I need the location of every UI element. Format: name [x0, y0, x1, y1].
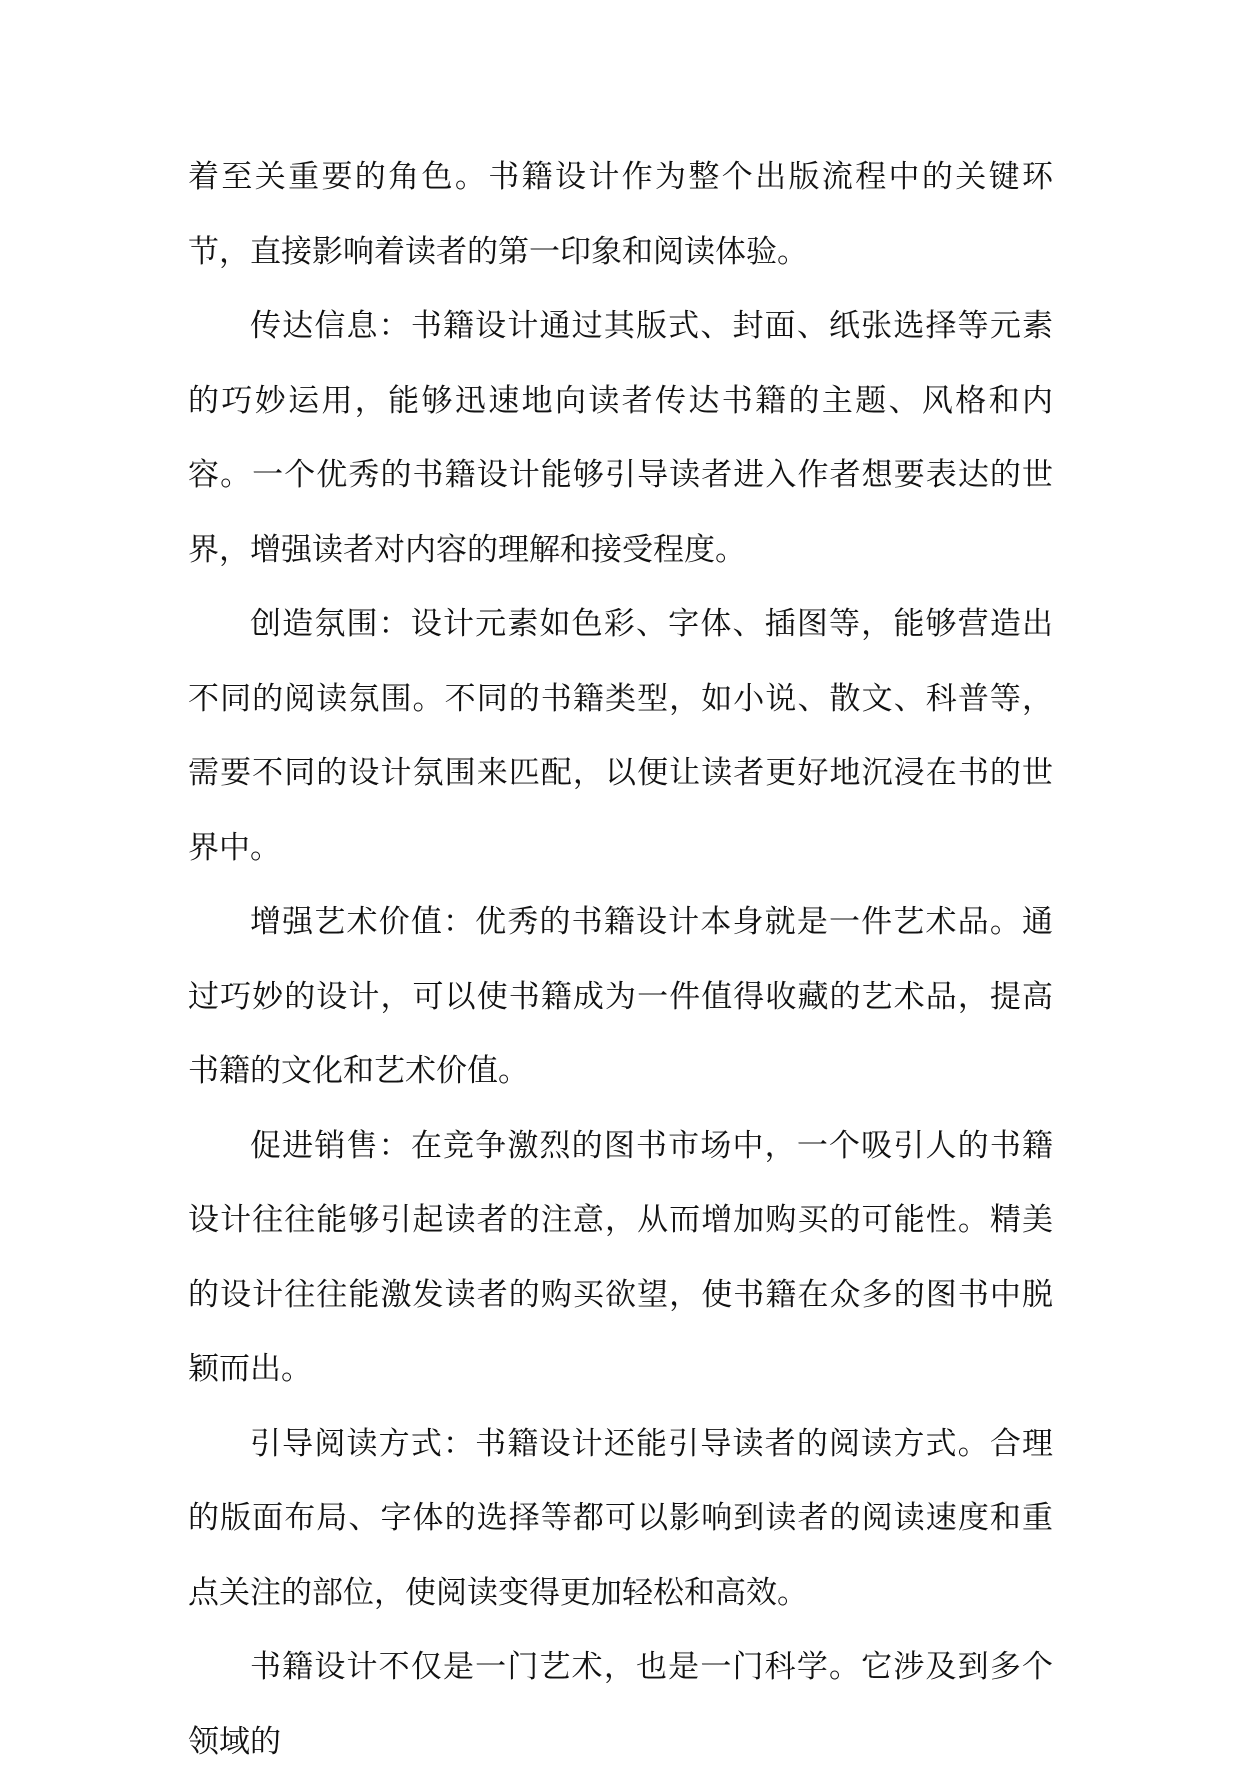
paragraph-promote-sales: 促进销售：在竞争激烈的图书市场中，一个吸引人的书籍设计往往能够引起读者的注意，从而增加购买的可能性。精美的设计往往能激发读者的购买欲望，使书籍在众多的图书中脱颖而出。: [188, 1127, 1053, 1387]
paragraph-artistic-value: 增强艺术价值：优秀的书籍设计本身就是一件艺术品。通过巧妙的设计，可以使书籍成为一件值得收藏的艺术品，提高书籍的文化和艺术价值。: [188, 904, 1053, 1089]
paragraph-art-and-science: 书籍设计不仅是一门艺术，也是一门科学。它涉及到多个领域的: [188, 1649, 1053, 1760]
document-body: [188, 140, 1053, 1779]
paragraph-continuation: 着至关重要的角色。书籍设计作为整个出版流程中的关键环节，直接影响着读者的第一印象和阅读体验。: [188, 159, 1053, 270]
paragraph-create-atmosphere: 创造氛围：设计元素如色彩、字体、插图等，能够营造出不同的阅读氛围。不同的书籍类型，如小说、散文、科普等，需要不同的设计氛围来匹配，以便让读者更好地沉浸在书的世界中。: [188, 606, 1053, 866]
paragraph-guide-reading: 引导阅读方式：书籍设计还能引导读者的阅读方式。合理的版面布局、字体的选择等都可以影响到读者的阅读速度和重点关注的部位，使阅读变得更加轻松和高效。: [188, 1425, 1053, 1611]
paragraph-convey-information: 传达信息：书籍设计通过其版式、封面、纸张选择等元素的巧妙运用，能够迅速地向读者传达书籍的主题、风格和内容。一个优秀的书籍设计能够引导读者进入作者想要表达的世界，增强读者对内容的理解和接受程度。: [188, 308, 1053, 568]
